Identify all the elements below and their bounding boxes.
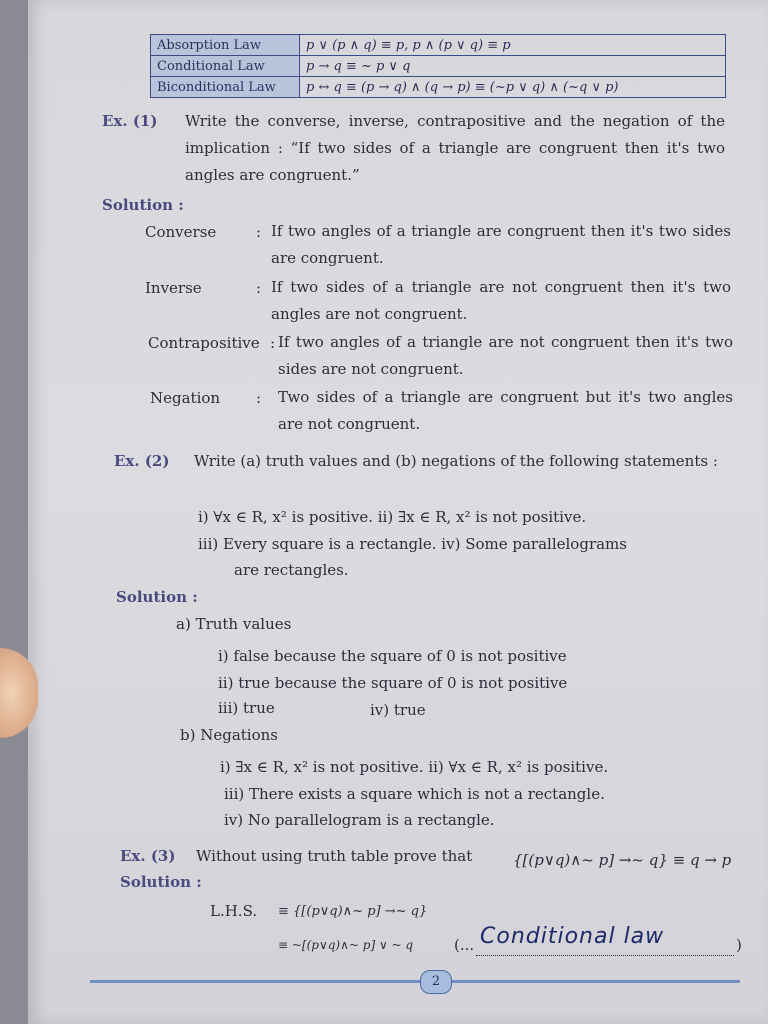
ex3-expression: {[(p∨q)∧~ p] →~ q} ≡ q → p bbox=[513, 851, 732, 869]
truth-value-iii: iii) true bbox=[218, 699, 275, 717]
dotted-line bbox=[476, 955, 734, 956]
converse-term: Converse bbox=[145, 223, 217, 241]
lhs-step-1: ≡ {[(p∨q)∧~ p] →~ q} bbox=[278, 904, 428, 919]
textbook-page bbox=[28, 0, 768, 1024]
negations-heading: b) Negations bbox=[180, 726, 278, 744]
inverse-text: If two sides of a triangle are not congruent then it's two angles are not congruent. bbox=[271, 278, 731, 323]
law-formula: p ↔ q ≡ (p → q) ∧ (q → p) ≡ (~p ∨ q) ∧ (~q ∨ p) bbox=[300, 77, 726, 98]
ex1-question: Write the converse, inverse, contrapositive and the negation of the implication : “If two sides of a triangle are congruent then it's two angles are congruent.” bbox=[185, 112, 725, 184]
law-row bbox=[151, 35, 726, 56]
ex1-solution-label: Solution : bbox=[102, 196, 184, 214]
inverse-term: Inverse bbox=[145, 279, 202, 297]
lhs-step-2: ≡ ~[(p∨q)∧~ p] ∨ ~ q bbox=[278, 938, 414, 952]
law-name: Conditional Law bbox=[151, 56, 300, 77]
ex2-label: Ex. (2) bbox=[114, 452, 170, 470]
laws-table bbox=[150, 34, 726, 98]
truth-value-iv: iv) true bbox=[370, 701, 426, 719]
handwritten-note: Conditional law bbox=[480, 924, 665, 949]
negation-sep: : bbox=[256, 389, 262, 407]
converse-sep: : bbox=[256, 223, 262, 241]
negation-i-ii: i) ∃x ∈ R, x² is not positive. ii) ∀x ∈ R, x² is positive. bbox=[220, 758, 609, 776]
contrapositive-sep: : bbox=[270, 334, 276, 352]
ex1-label: Ex. (1) bbox=[102, 112, 158, 130]
inverse-sep: : bbox=[256, 279, 262, 297]
truth-values-heading: a) Truth values bbox=[176, 615, 292, 633]
footer-rule bbox=[90, 980, 740, 983]
ex3-label: Ex. (3) bbox=[120, 847, 176, 865]
ex3-question: Without using truth table prove that bbox=[196, 847, 473, 865]
law-name: Biconditional Law bbox=[151, 77, 300, 98]
note-open: (... bbox=[454, 936, 475, 954]
law-row bbox=[151, 56, 726, 77]
law-name: Absorption Law bbox=[151, 35, 300, 56]
ex2-solution-label: Solution : bbox=[116, 588, 198, 606]
negation-text: Two sides of a triangle are congruent but it's two angles are not congruent. bbox=[278, 388, 733, 433]
ex2-statement-line: i) ∀x ∈ R, x² is positive. ii) ∃x ∈ R, x² is not positive. bbox=[198, 508, 587, 526]
converse-text: If two angles of a triangle are congruent then it's two sides are congruent. bbox=[271, 222, 731, 267]
negation-iii: iii) There exists a square which is not a rectangle. bbox=[224, 785, 605, 803]
contrapositive-text: If two angles of a triangle are not congruent then it's two sides are not congruent. bbox=[278, 333, 733, 378]
ex2-question: Write (a) truth values and (b) negations of the following statements : bbox=[194, 452, 718, 470]
lhs-label: L.H.S. bbox=[210, 902, 258, 920]
contrapositive-term: Contrapositive bbox=[148, 334, 260, 352]
truth-value-i: i) false because the square of 0 is not positive bbox=[218, 647, 567, 665]
law-formula: p ∨ (p ∧ q) ≡ p, p ∧ (p ∨ q) ≡ p bbox=[300, 35, 726, 56]
negation-term: Negation bbox=[150, 389, 221, 407]
page-number: 2 bbox=[420, 970, 452, 994]
ex2-statement-line: are rectangles. bbox=[234, 561, 349, 579]
truth-value-ii: ii) true because the square of 0 is not positive bbox=[218, 674, 568, 692]
ex2-statement-line: iii) Every square is a rectangle. iv) Some parallelograms bbox=[198, 535, 627, 553]
law-row bbox=[151, 77, 726, 98]
law-formula: p → q ≡ ~ p ∨ q bbox=[300, 56, 726, 77]
negation-iv: iv) No parallelogram is a rectangle. bbox=[224, 811, 495, 829]
note-close: ) bbox=[736, 936, 742, 954]
ex3-solution-label: Solution : bbox=[120, 873, 202, 891]
